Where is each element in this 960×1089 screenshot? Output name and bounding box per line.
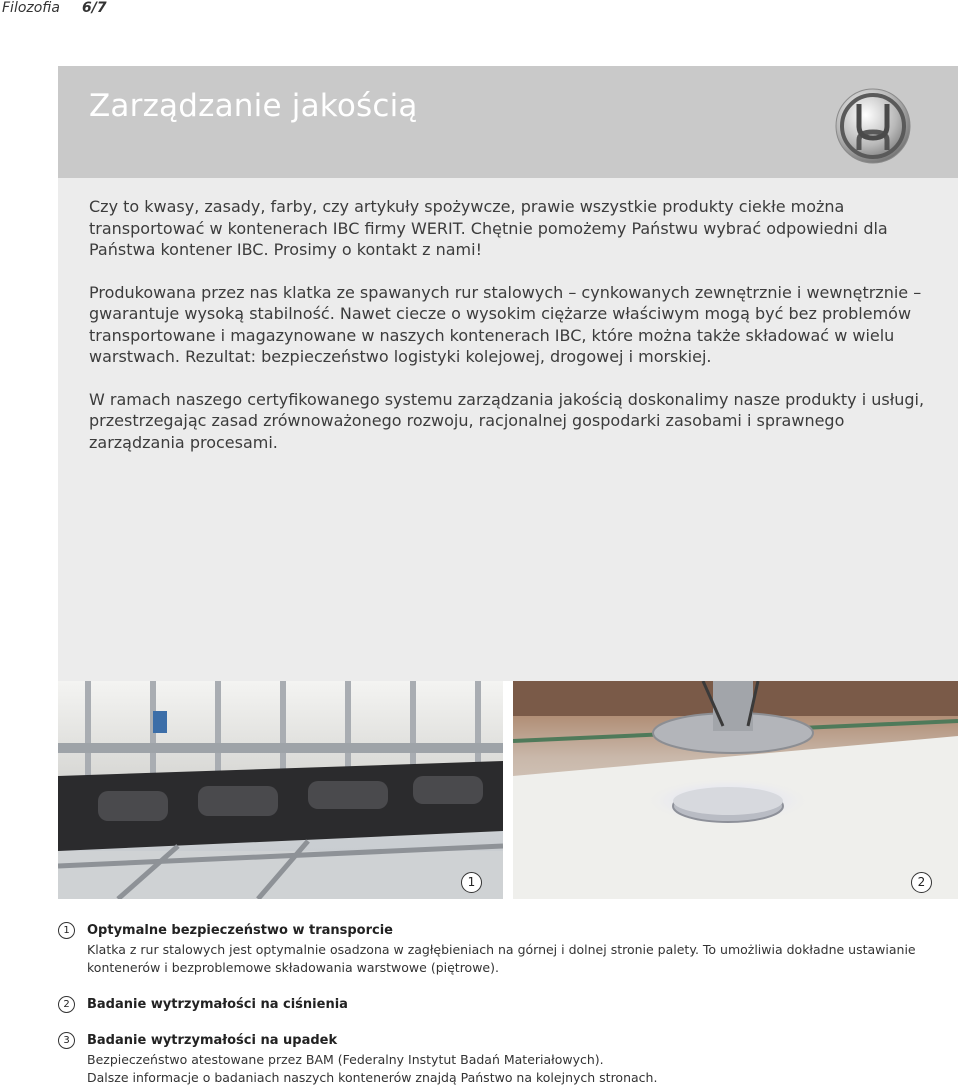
title-band: [58, 66, 958, 178]
caption-line: Bezpieczeństwo atestowane przez BAM (Federalny Instytut Badań Materiałowych).: [87, 1052, 604, 1067]
caption-number: 2: [58, 996, 75, 1013]
page-number: 6/7: [82, 0, 107, 16]
pressure-test-photo: [513, 681, 958, 899]
caption-line: kontenerów i bezproblemowe składowania warstwowe (piętrowe).: [87, 960, 499, 975]
caption-description: [87, 1051, 927, 1087]
caption-title: Badanie wytrzymałości na ciśnienia: [87, 997, 348, 1012]
content-panel: [58, 66, 958, 681]
caption-line: Dalsze informacje o badaniach naszych kontenerów znajdą Państwo na kolejnych stronach.: [87, 1070, 658, 1085]
photo-badge-2: 2: [911, 872, 932, 893]
caption-number: 3: [58, 1032, 75, 1049]
paragraph-2: Produkowana przez nas klatka ze spawanych rur stalowych – cynkowanych zewnętrznie i wewnętrznie – gwarantuje wysoką stabilność. Nawet ciecze o wysokim ciężarze właściwym mogą być bez problemów transportowane i magazynowane w naszych kontenerach IBC, które można także składować w wielu warstwach. Rezultat: bezpieczeństwo logistyki kolejowej, drogowej i morskiej.: [89, 282, 922, 366]
paragraph-3: W ramach naszego certyfikowanego systemu zarządzania jakością doskonalimy nasze produkty i usługi, przestrzegając zasad zrównoważonego rozwoju, racjonalnej gospodarki zasobami i sprawnego zarządzania procesami.: [89, 389, 925, 452]
un-certification-logo: [833, 86, 913, 166]
body-text: [89, 196, 929, 474]
photo-badge-1: 1: [461, 872, 482, 893]
paragraph-1: Czy to kwasy, zasady, farby, czy artykuły spożywcze, prawie wszystkie produkty ciekłe można transportować w kontenerach IBC firmy WERIT. Chętnie pomożemy Państwu wybrać odpowiedni dla Państwa kontener IBC. Prosimy o kontakt z nami!: [89, 197, 888, 259]
caption-title: Badanie wytrzymałości na upadek: [87, 1033, 338, 1048]
section-name: Filozofia: [2, 0, 60, 16]
caption-line: Klatka z rur stalowych jest optymalnie osadzona w zagłębieniach na górnej i dolnej stronie palety. To umożliwia dokładne ustawianie: [87, 942, 916, 957]
caption-description: [87, 941, 927, 977]
page-title: Zarządzanie jakością: [89, 88, 418, 124]
ibc-pallet-photo: [58, 681, 503, 899]
caption-title: Optymalne bezpieczeństwo w transporcie: [87, 923, 394, 938]
caption-number: 1: [58, 922, 75, 939]
